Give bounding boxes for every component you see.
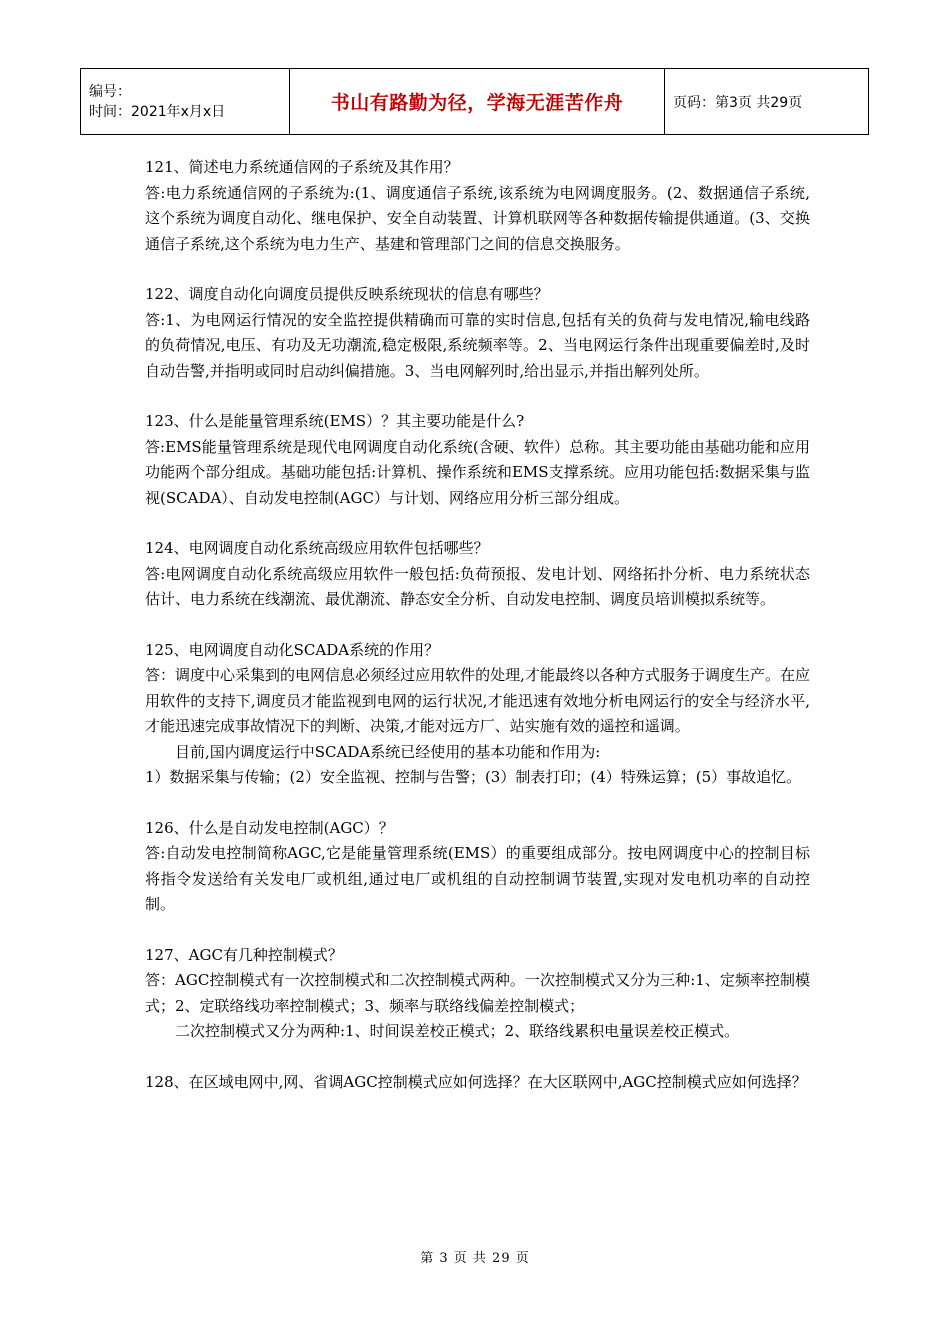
qa-item-128	[145, 1070, 810, 1096]
qa-item-126	[145, 816, 810, 918]
qa-item-127	[145, 943, 810, 1045]
answer: 答：AGC控制模式有一次控制模式和二次控制模式两种。一次控制模式又分为三种:1、定频率控制模式；2、定联络线功率控制模式；3、频率与联络线偏差控制模式；	[145, 971, 810, 1015]
document-time-label: 时间：2021年x月x日	[89, 103, 226, 120]
qa-item-121	[145, 155, 810, 257]
answer: 答:自动发电控制简称AGC,它是能量管理系统(EMS）的重要组成部分。按电网调度中心的控制目标将指令发送给有关发电厂或机组,通过电厂或机组的自动控制调节装置,实现对发电机功率的自动控制。	[145, 844, 810, 913]
qa-item-125	[145, 638, 810, 791]
question: 124、电网调度自动化系统高级应用软件包括哪些？	[145, 539, 489, 557]
question: 127、AGC有几种控制模式？	[145, 945, 343, 964]
qa-item-122	[145, 282, 810, 384]
answer-paragraph: 目前,国内调度运行中SCADA系统已经使用的基本功能和作用为:	[175, 742, 601, 761]
header-motto: 书山有路勤为径，学海无涯苦作舟	[290, 69, 665, 135]
page-header	[80, 68, 869, 135]
question: 126、什么是自动发电控制(AGC）？	[145, 818, 394, 837]
question: 121、简述电力系统通信网的子系统及其作用？	[145, 158, 459, 176]
qa-item-123	[145, 409, 810, 511]
question: 122、调度自动化向调度员提供反映系统现状的信息有哪些？	[145, 285, 549, 303]
document-body	[145, 155, 810, 1120]
answer: 答:电网调度自动化系统高级应用软件一般包括:负荷预报、发电计划、网络拓扑分析、电力系统状态估计、电力系统在线潮流、最优潮流、静态安全分析、自动发电控制、调度员培训模拟系统等。	[145, 564, 810, 608]
question: 123、什么是能量管理系统(EMS）？其主要功能是什么?	[145, 412, 525, 430]
header-page-label: 页码：第3页 共29页	[665, 69, 869, 135]
answer: 答:1、为电网运行情况的安全监控提供精确而可靠的实时信息,包括有关的负荷与发电情况,输电线路的负荷情况,电压、有功及无功潮流,稳定极限,系统频率等。2、当电网运行条件出现重要偏差时,及时自动告警,并指明或同时启动纠偏措施。3、当电网解列时,给出显示,并指出解列处所。	[145, 310, 810, 380]
page-footer: 第 3 页 共 29 页	[420, 1251, 530, 1266]
answer: 答：调度中心采集到的电网信息必须经过应用软件的处理,才能最终以各种方式服务于调度生产。在应用软件的支持下,调度员才能监视到电网的运行状况,才能迅速有效地分析电网运行的安全与经济水平,才能迅速完成事故情况下的判断、决策,才能对远方厂、站实施有效的遥控和遥调。	[145, 666, 810, 735]
question: 128、在区域电网中,网、省调AGC控制模式应如何选择？在大区联网中,AGC控制模式应如何选择？	[145, 1072, 807, 1091]
qa-item-124	[145, 536, 810, 613]
header-meta	[81, 69, 290, 135]
answer-paragraph: 1）数据采集与传输；(2）安全监视、控制与告警；(3）制表打印；(4）特殊运算；(5）事故追忆。	[145, 768, 802, 786]
answer: 答:电力系统通信网的子系统为:(1、调度通信子系统,该系统为电网调度服务。(2、数据通信子系统,这个系统为调度自动化、继电保护、安全自动装置、计算机联网等各种数据传输提供通道。(3、交换通信子系统,这个系统为电力生产、基建和管理部门之间的信息交换服务。	[145, 183, 810, 253]
document-number-label: 编号：	[89, 83, 131, 100]
question: 125、电网调度自动化SCADA系统的作用？	[145, 640, 440, 659]
answer: 答:EMS能量管理系统是现代电网调度自动化系统(含硬、软件）总称。其主要功能由基础功能和应用功能两个部分组成。基础功能包括:计算机、操作系统和EMS支撑系统。应用功能包括:数据采集与监视(SCADA）、自动发电控制(AGC）与计划、网络应用分析三部分组成。	[145, 437, 810, 507]
answer-paragraph: 二次控制模式又分为两种:1、时间误差校正模式；2、联络线累积电量误差校正模式。	[175, 1022, 740, 1040]
